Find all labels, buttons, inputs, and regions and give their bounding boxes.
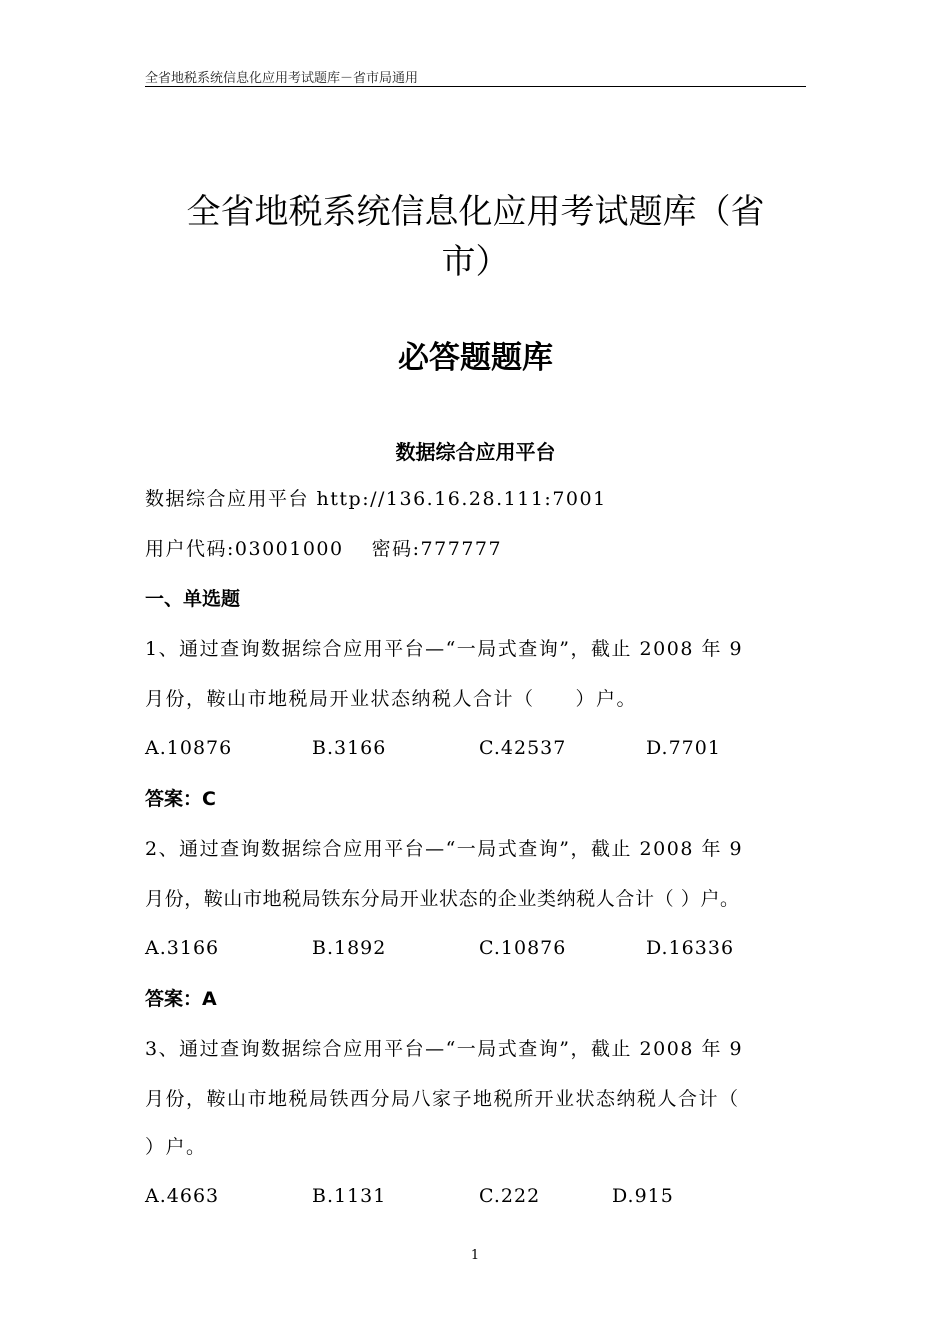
running-header xyxy=(145,66,806,87)
question-type-heading: 一、单选题 xyxy=(145,588,241,610)
question-3-option-d: D.915 xyxy=(612,1185,674,1207)
platform-info: 数据综合应用平台 http://136.16.28.111:7001 xyxy=(145,488,607,510)
question-2-option-c: C.10876 xyxy=(479,937,567,959)
question-1-answer: 答案：C xyxy=(145,788,216,810)
page-number: 1 xyxy=(470,1248,480,1263)
question-1-line-1: 1、通过查询数据综合应用平台—“一局式查询”，截止 2008 年 9 xyxy=(145,638,744,660)
question-2-option-d: D.16336 xyxy=(646,937,735,959)
question-3-option-b: B.1131 xyxy=(312,1185,387,1207)
question-1-option-d: D.7701 xyxy=(646,737,721,759)
question-2-line-2: 月份，鞍山市地税局铁东分局开业状态的企业类纳税人合计（ ）户。 xyxy=(145,888,740,910)
question-1-line-2: 月份，鞍山市地税局开业状态纳税人合计（ ）户。 xyxy=(145,688,638,710)
question-2-option-b: B.1892 xyxy=(312,937,387,959)
question-3-line-3: ）户。 xyxy=(145,1136,207,1158)
document-title-line-2: 市） xyxy=(441,242,510,282)
question-2-line-1: 2、通过查询数据综合应用平台—“一局式查询”，截止 2008 年 9 xyxy=(145,838,744,860)
question-1-option-c: C.42537 xyxy=(479,737,567,759)
question-1-option-a: A.10876 xyxy=(145,737,233,759)
running-header-text: 全省地税系统信息化应用考试题库－省市局通用 xyxy=(145,71,419,86)
question-3-line-1: 3、通过查询数据综合应用平台—“一局式查询”，截止 2008 年 9 xyxy=(145,1038,744,1060)
question-2-answer: 答案：A xyxy=(145,988,217,1010)
question-2-option-a: A.3166 xyxy=(145,937,220,959)
credentials: 用户代码:03001000 密码:777777 xyxy=(145,538,503,560)
question-3-line-2: 月份，鞍山市地税局铁西分局八家子地税所开业状态纳税人合计（ xyxy=(145,1088,740,1110)
section-title: 数据综合应用平台 xyxy=(395,440,556,464)
question-3-option-c: C.222 xyxy=(479,1185,541,1207)
question-3-option-a: A.4663 xyxy=(145,1185,220,1207)
question-1-option-b: B.3166 xyxy=(312,737,387,759)
document-title-line-1: 全省地税系统信息化应用考试题库（省 xyxy=(186,192,765,232)
document-subtitle: 必答题题库 xyxy=(398,340,553,376)
